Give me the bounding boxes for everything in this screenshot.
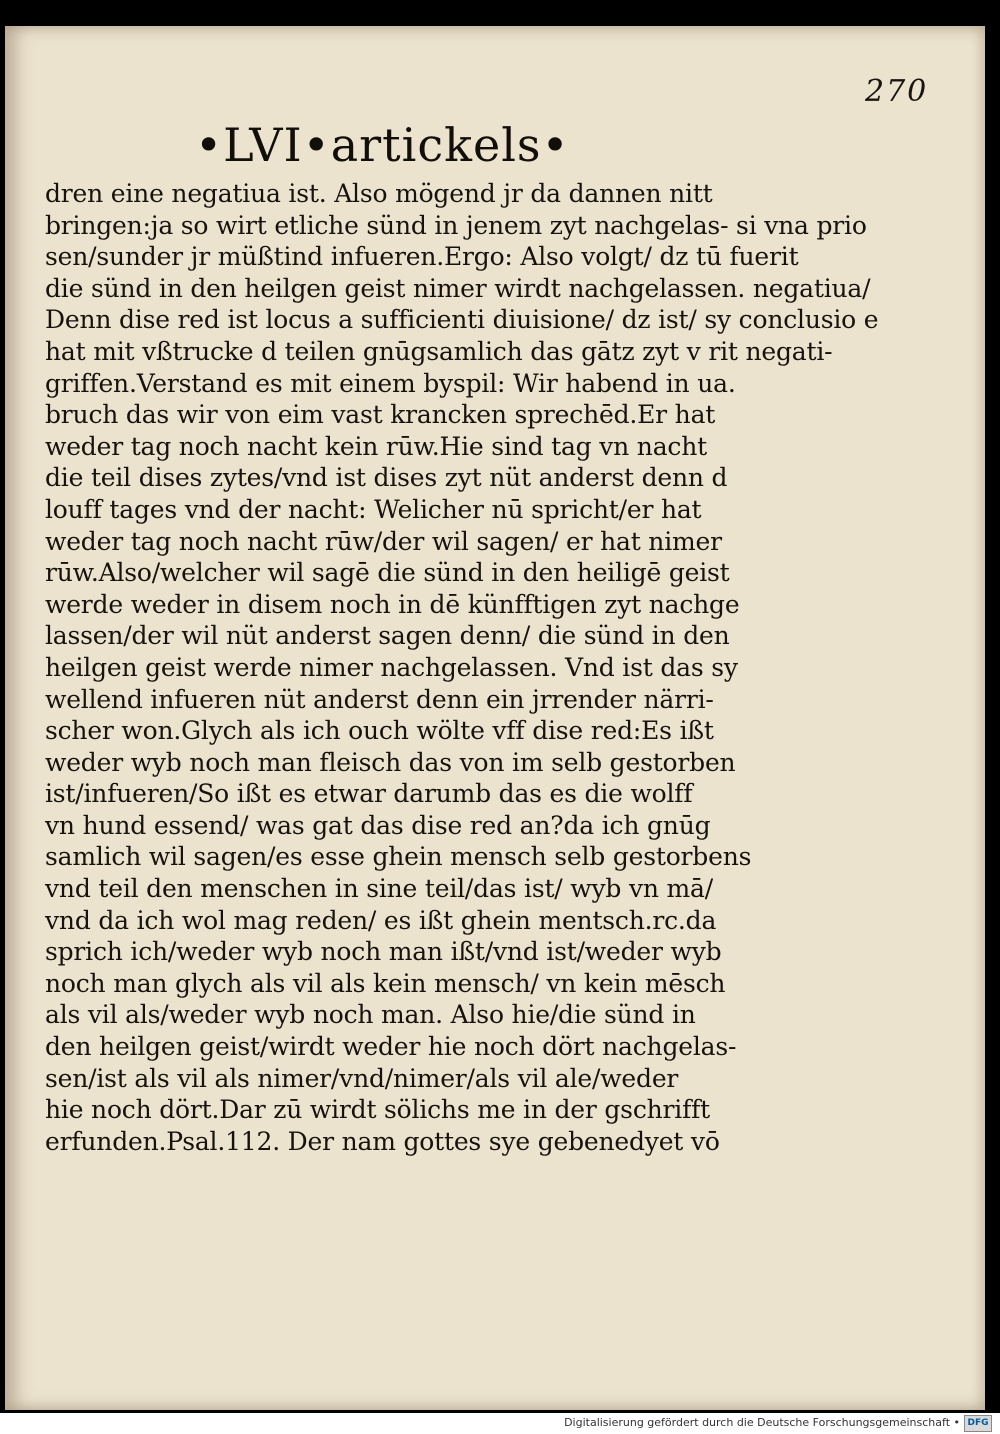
text-line: erfunden.Psal.112. Der nam gottes sye gebenedyet vō [45, 1126, 720, 1156]
running-head: •LVI•artickels• [195, 118, 570, 172]
text-line: weder tag noch nacht kein rūw.Hie sind tag vn nacht [45, 431, 707, 461]
text-line: noch man glych als vil als kein mensch/ vn kein mēsch [45, 968, 726, 998]
text-line: vn hund essend/ was gat das dise red an?da ich gnūg [45, 810, 711, 840]
text-line: die teil dises zytes/vnd ist dises zyt nüt anderst denn d [45, 463, 728, 493]
text-line: griffen.Verstand es mit einem byspil: Wir habend in ua. [45, 368, 736, 398]
book-page [5, 26, 985, 1410]
text-line: vnd teil den menschen in sine teil/das ist/ wyb vn mā/ [45, 874, 713, 904]
dfg-logo: DFG [964, 1415, 992, 1432]
folio-number: 270 [865, 74, 929, 109]
text-line: sen/sunder jr müßtind infueren.Ergo: Also volgt/ dz tū fuerit [45, 242, 799, 272]
text-line: sen/ist als vil als nimer/vnd/nimer/als vil ale/weder [45, 1063, 679, 1093]
text-block [45, 178, 879, 1157]
text-line: ist/infueren/So ißt es etwar darumb das es die wolff [45, 779, 693, 809]
text-line: hat mit vßtrucke d teilen gnūgsamlich das gātz zyt v rit negati- [45, 336, 833, 366]
text-line: wellend infueren nüt anderst denn ein jrrender närri- [45, 684, 714, 714]
text-line: vnd da ich wol mag reden/ es ißt ghein mentsch.rc.da [45, 905, 717, 935]
text-line: den heilgen geist/wirdt weder hie noch dört nachgelas- [45, 1032, 737, 1062]
text-line: bruch das wir von eim vast krancken sprechēd.Er hat [45, 400, 716, 430]
text-line: Denn dise red ist locus a sufficienti diuisione/ dz ist/ sy conclusio e [45, 305, 879, 335]
text-line: lassen/der wil nüt anderst sagen denn/ die sünd in den [45, 621, 730, 651]
text-line: die sünd in den heilgen geist nimer wirdt nachgelassen. negatiua/ [45, 273, 871, 303]
text-line: hie noch dört.Dar zū wirdt sölichs me in der gschrifft [45, 1095, 711, 1125]
text-line: bringen:ja so wirt etliche sünd in jenem zyt nachgelas- si vna prio [45, 210, 867, 240]
text-line: samlich wil sagen/es esse ghein mensch selb gestorbens [45, 842, 752, 872]
text-line: sprich ich/weder wyb noch man ißt/vnd ist/weder wyb [45, 937, 722, 967]
text-line: scher won.Glych als ich ouch wölte vff dise red:Es ißt [45, 716, 714, 746]
text-line: als vil als/weder wyb noch man. Also hie/die sünd in [45, 1000, 696, 1030]
text-line: dren eine negatiua ist. Also mögend jr da dannen nitt [45, 179, 713, 208]
text-line: weder tag noch nacht rūw/der wil sagen/ er hat nimer [45, 526, 722, 556]
text-line: louff tages vnd der nacht: Welicher nū spricht/er hat [45, 494, 702, 524]
text-line: rūw.Also/welcher wil sagē die sünd in den heiligē geist [45, 558, 730, 588]
text-line: weder wyb noch man fleisch das von im selb gestorben [45, 747, 736, 777]
footer-credit: Digitalisierung gefördert durch die Deutsche Forschungsgemeinschaft • [564, 1416, 960, 1429]
footer-bar [0, 1413, 1000, 1434]
text-line: heilgen geist werde nimer nachgelassen. Vnd ist das sy [45, 652, 738, 682]
text-line: werde weder in disem noch in dē künfftigen zyt nachge [45, 589, 740, 619]
